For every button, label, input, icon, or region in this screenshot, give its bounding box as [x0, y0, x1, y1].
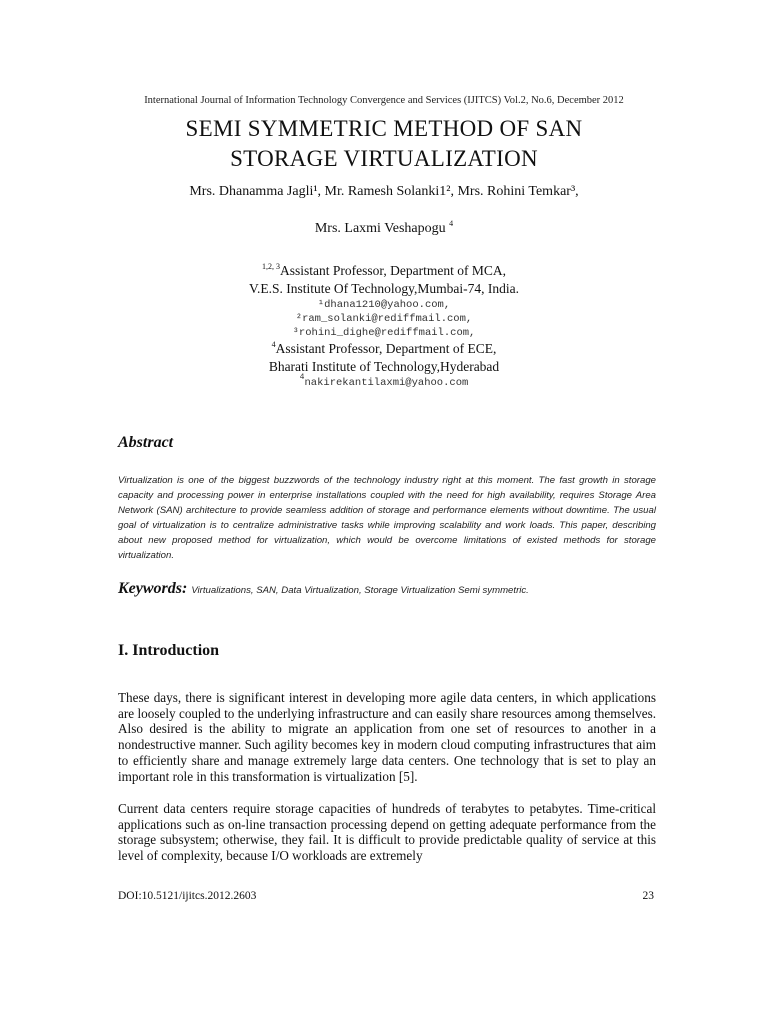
email-2: ²ram_solanki@rediffmail.com,: [295, 313, 473, 325]
running-header: International Journal of Information Technology Convergence and Services (IJITCS) Vol.2, No.6, December 2012: [144, 95, 624, 106]
affiliation-2-role: [0, 340, 768, 358]
affiliation-1-superscript: 1,2, 3: [262, 262, 281, 271]
abstract-body: Virtualization is one of the biggest buzzwords of the technology industry right at this moment. The fast growth in storage capacity and processing power in enterprise installations coupled with the need for high availability, requires Storage Area Network (SAN) architecture to provide seamless addition of storage and performance elements without downtime. The usual goal of virtualization is to centralize administrative tasks while improving scalability and work loads. This paper, describing about new proposed method for virtualization, which would be overcome limitations of existed methods for storage virtualization.: [118, 475, 656, 561]
affiliation-2-superscript: 4: [271, 340, 276, 349]
affiliation-2-role-text: Assistant Professor, Department of ECE,: [275, 341, 497, 356]
title-line-1: SEMI SYMMETRIC METHOD OF SAN: [185, 116, 583, 141]
authors-line-2: [0, 221, 768, 237]
email-3: ³rohini_dighe@rediffmail.com,: [292, 327, 476, 339]
abstract-heading: Abstract: [118, 434, 174, 451]
introduction-paragraph-2: Current data centers require storage capacities of hundreds of terabytes to petabytes. Time-critical applications such as on-line transaction processing depend on getting adequate performance from the storage subsystem; otherwise, they fail. It is difficult to provide predictable quality of service at this level of complexity, because I/O workloads are extremely: [118, 801, 656, 864]
introduction-heading: I. Introduction: [118, 642, 220, 659]
authors-line-1: Mrs. Dhanamma Jagli¹, Mr. Ramesh Solanki1², Mrs. Rohini Temkar³,: [189, 184, 579, 199]
doi: DOI:10.5121/ijitcs.2012.2603: [118, 890, 257, 902]
introduction-paragraph-1: These days, there is significant interest in developing more agile data centers, in which applications are loosely coupled to the underlying infrastructure and can easily share resources among themselves. Also desired is the ability to migrate an application from one set of resources to another in a nondestructive manner. Such agility becomes key in modern cloud computing infrastructures that aim to efficiently share and manage extremely large data centers. One technology that is set to play an important role in this transformation is virtualization [5].: [118, 690, 656, 784]
email-4-superscript: 4: [299, 373, 305, 382]
author-superscript: 4: [449, 219, 454, 228]
keywords-text: Virtualizations, SAN, Data Virtualization, Storage Virtualization Semi symmetric.: [191, 585, 529, 596]
title-line-2: STORAGE VIRTUALIZATION: [230, 146, 538, 171]
affiliation-1-role-text: Assistant Professor, Department of MCA,: [280, 263, 506, 278]
keywords-label: Keywords:: [118, 580, 188, 597]
affiliation-1-institution: V.E.S. Institute Of Technology,Mumbai-74, India.: [249, 281, 519, 296]
email-4: [0, 373, 768, 390]
page-number: 23: [642, 890, 654, 902]
paper-title: [0, 114, 768, 174]
email-4-text: nakirekantilaxmi@yahoo.com: [304, 377, 469, 389]
affiliation-2-institution: Bharati Institute of Technology,Hyderabad: [268, 359, 500, 374]
affiliation-1-role: [0, 262, 768, 280]
keywords-line: [118, 580, 678, 598]
email-1: ¹dhana1210@yahoo.com,: [317, 299, 451, 311]
author-name: Mrs. Laxmi Veshapogu: [314, 221, 446, 236]
